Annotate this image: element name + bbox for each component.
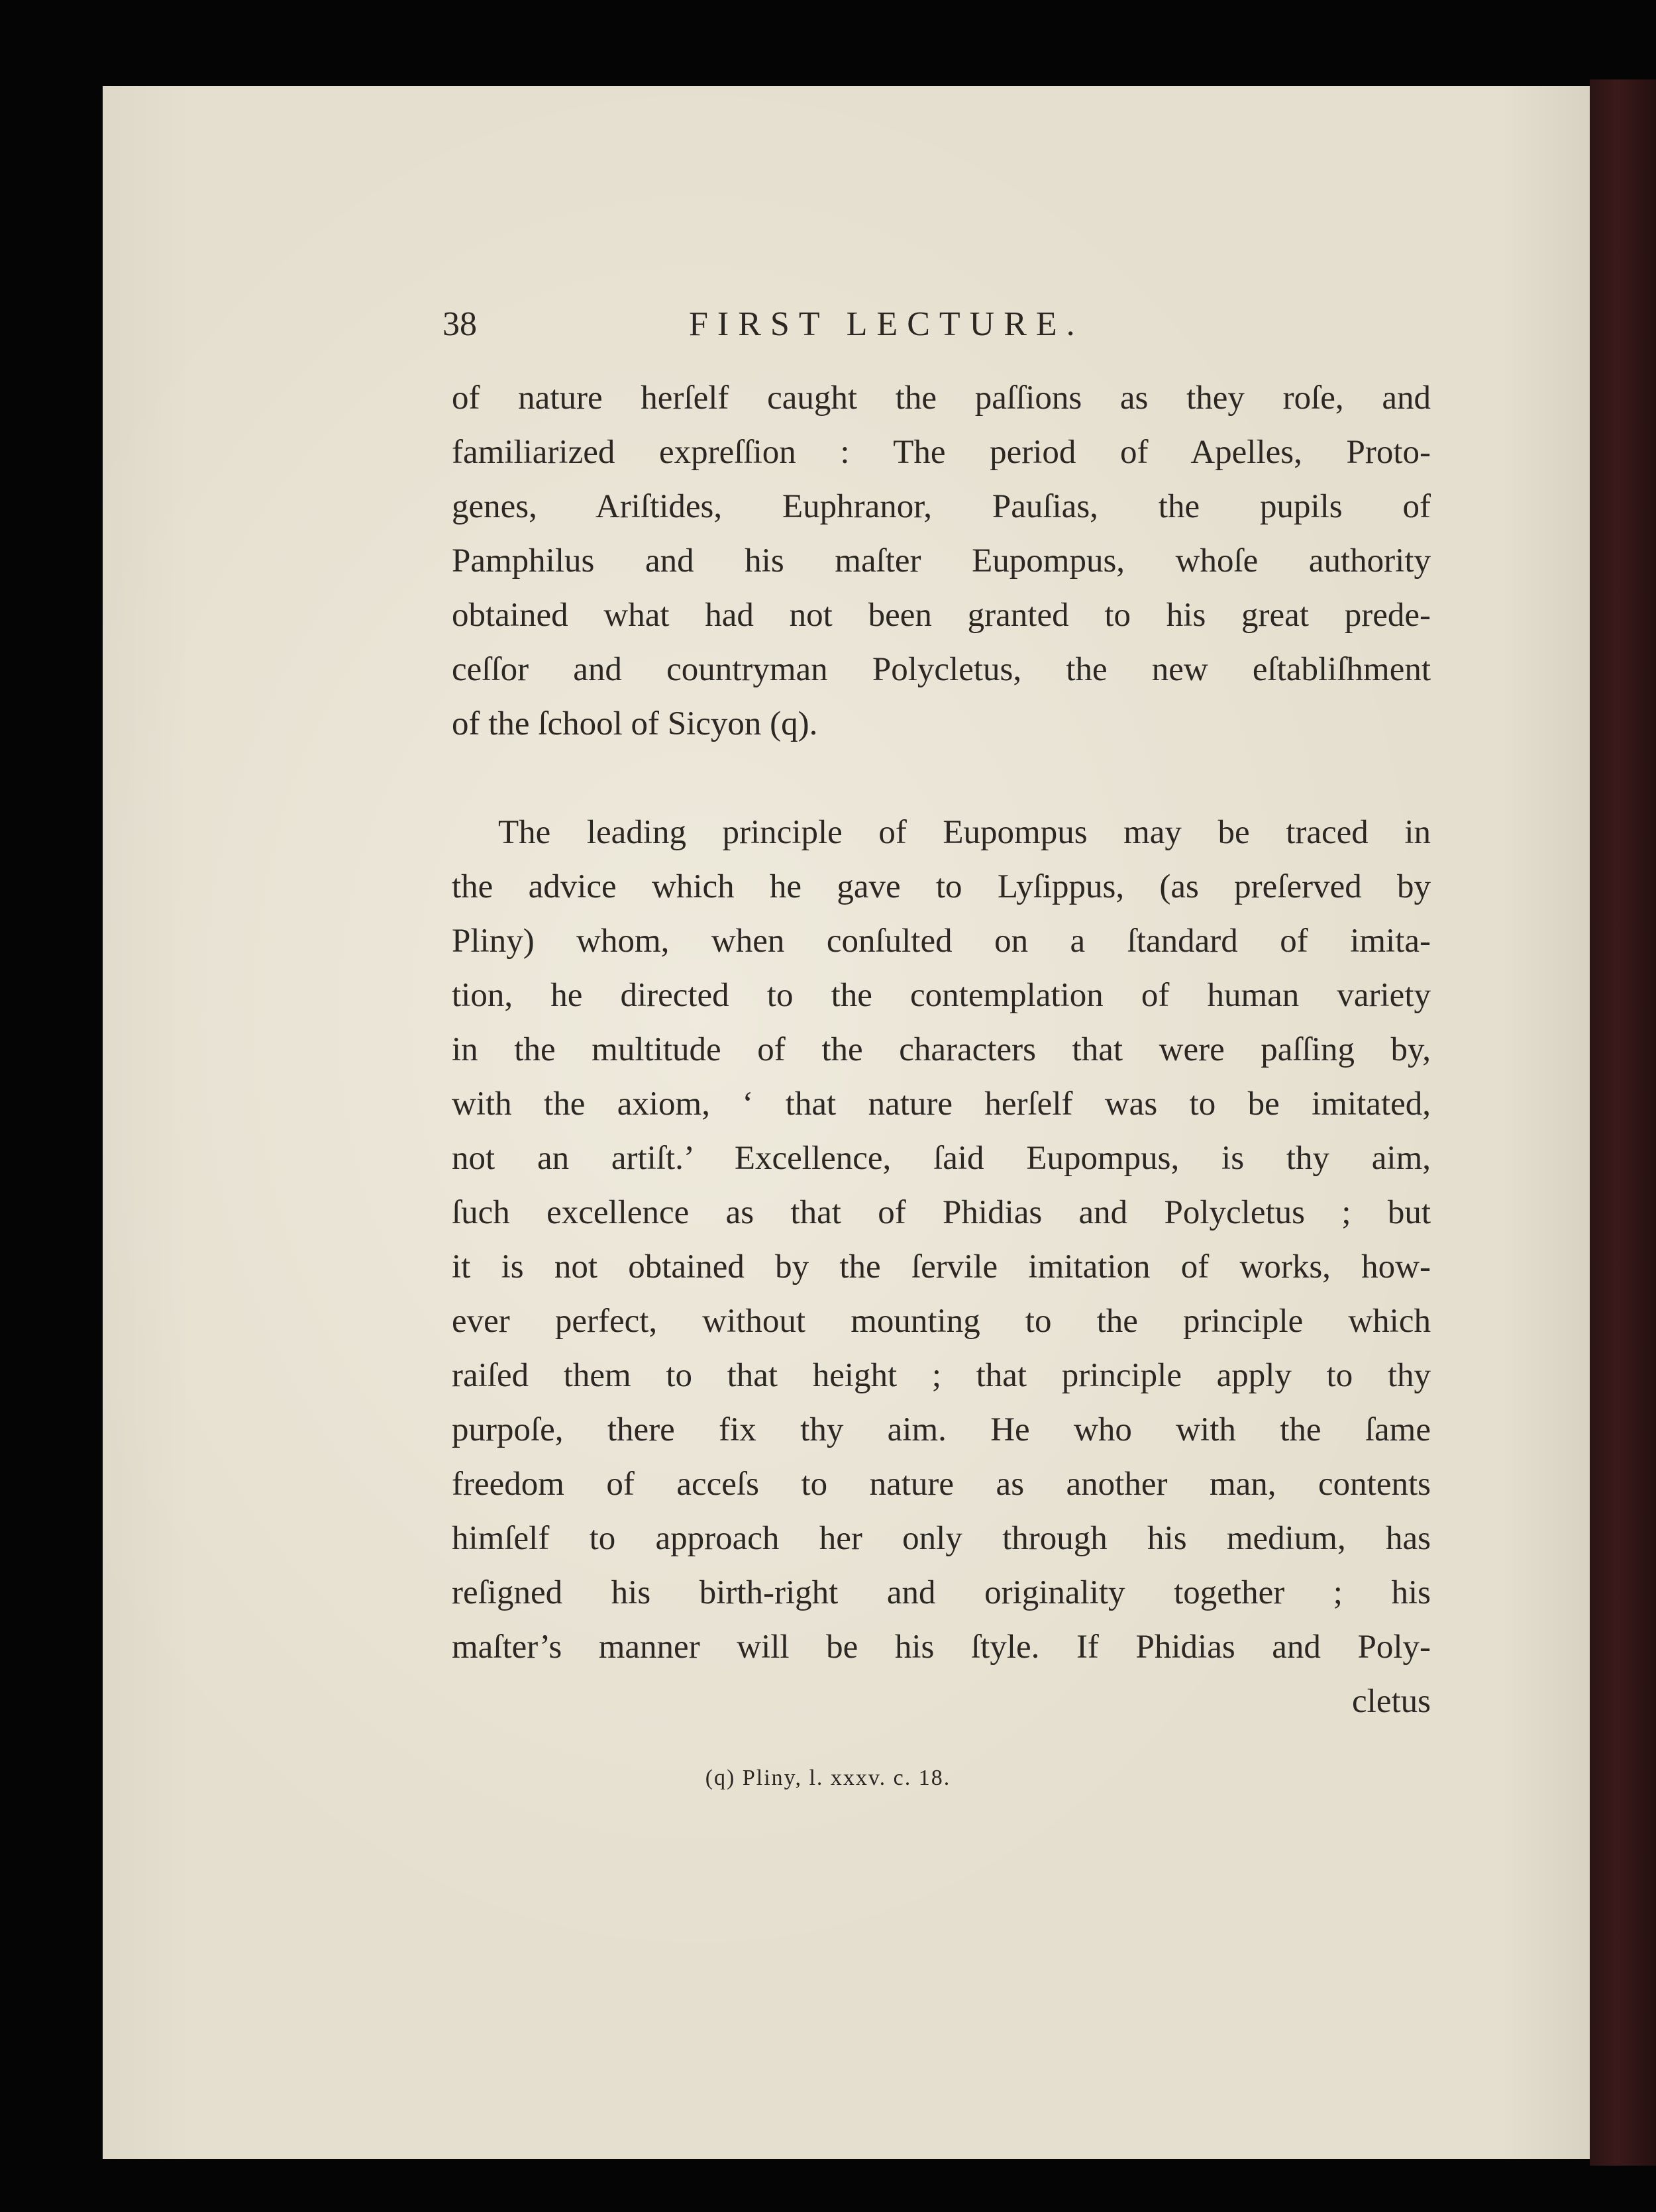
text-line: genes, Ariſtides, Euphranor, Pauſias, the pupils of — [452, 488, 1431, 525]
page-body — [452, 371, 1431, 1729]
text-line: ever perfect, without mounting to the principle which — [452, 1303, 1431, 1340]
text-line: in the multitude of the characters that were paſſing by, — [452, 1031, 1431, 1068]
text-line: purpoſe, there fix thy aim. He who with the ſame — [452, 1411, 1431, 1448]
text-line: the advice which he gave to Lyſippus, (as preſerved by — [452, 868, 1431, 905]
text-line: of nature herſelf caught the paſſions as they roſe, and — [452, 379, 1431, 417]
paragraph — [452, 805, 1431, 1729]
text-line: familiarized expreſſion : The period of Apelles, Proto- — [452, 434, 1431, 471]
text-line: ceſſor and countryman Polycletus, the new eſtabliſhment — [452, 651, 1431, 688]
paragraph-gap — [452, 751, 1431, 805]
text-line: The leading principle of Eupompus may be traced in — [498, 814, 1431, 851]
text-line: Pamphilus and his maſter Eupompus, whoſe authority — [452, 542, 1431, 579]
footnote: (q) Pliny, l. xxxv. c. 18. — [705, 1766, 951, 1790]
text-line: himſelf to approach her only through his medium, has — [452, 1520, 1431, 1557]
text-line: maſter’s manner will be his ſtyle. If Phidias and Poly- — [452, 1629, 1431, 1666]
text-line: freedom of acceſs to nature as another man, contents — [452, 1466, 1431, 1503]
catchword: cletus — [1352, 1683, 1431, 1720]
paragraph — [452, 371, 1431, 751]
book-edge — [1590, 79, 1656, 2166]
text-line: with the axiom, ‘ that nature herſelf was to be imitated, — [452, 1085, 1431, 1123]
text-line: reſigned his birth-right and originality together ; his — [452, 1574, 1431, 1611]
text-line: Pliny) whom, when conſulted on a ſtandard of imita- — [452, 923, 1431, 960]
text-line: of the ſchool of Sicyon (q). — [452, 705, 818, 742]
text-line: obtained what had not been granted to his great prede- — [452, 597, 1431, 634]
text-line: it is not obtained by the ſervile imitation of works, how- — [452, 1248, 1431, 1285]
running-head: FIRST LECTURE. — [689, 305, 1084, 343]
page-number: 38 — [442, 305, 477, 343]
text-line: ſuch excellence as that of Phidias and Polycletus ; but — [452, 1194, 1431, 1231]
text-line: tion, he directed to the contemplation of human variety — [452, 977, 1431, 1014]
text-line: raiſed them to that height ; that principle apply to thy — [452, 1357, 1431, 1394]
page-header — [0, 301, 1656, 348]
text-line: not an artiſt.’ Excellence, ſaid Eupompus, is thy aim, — [452, 1140, 1431, 1177]
